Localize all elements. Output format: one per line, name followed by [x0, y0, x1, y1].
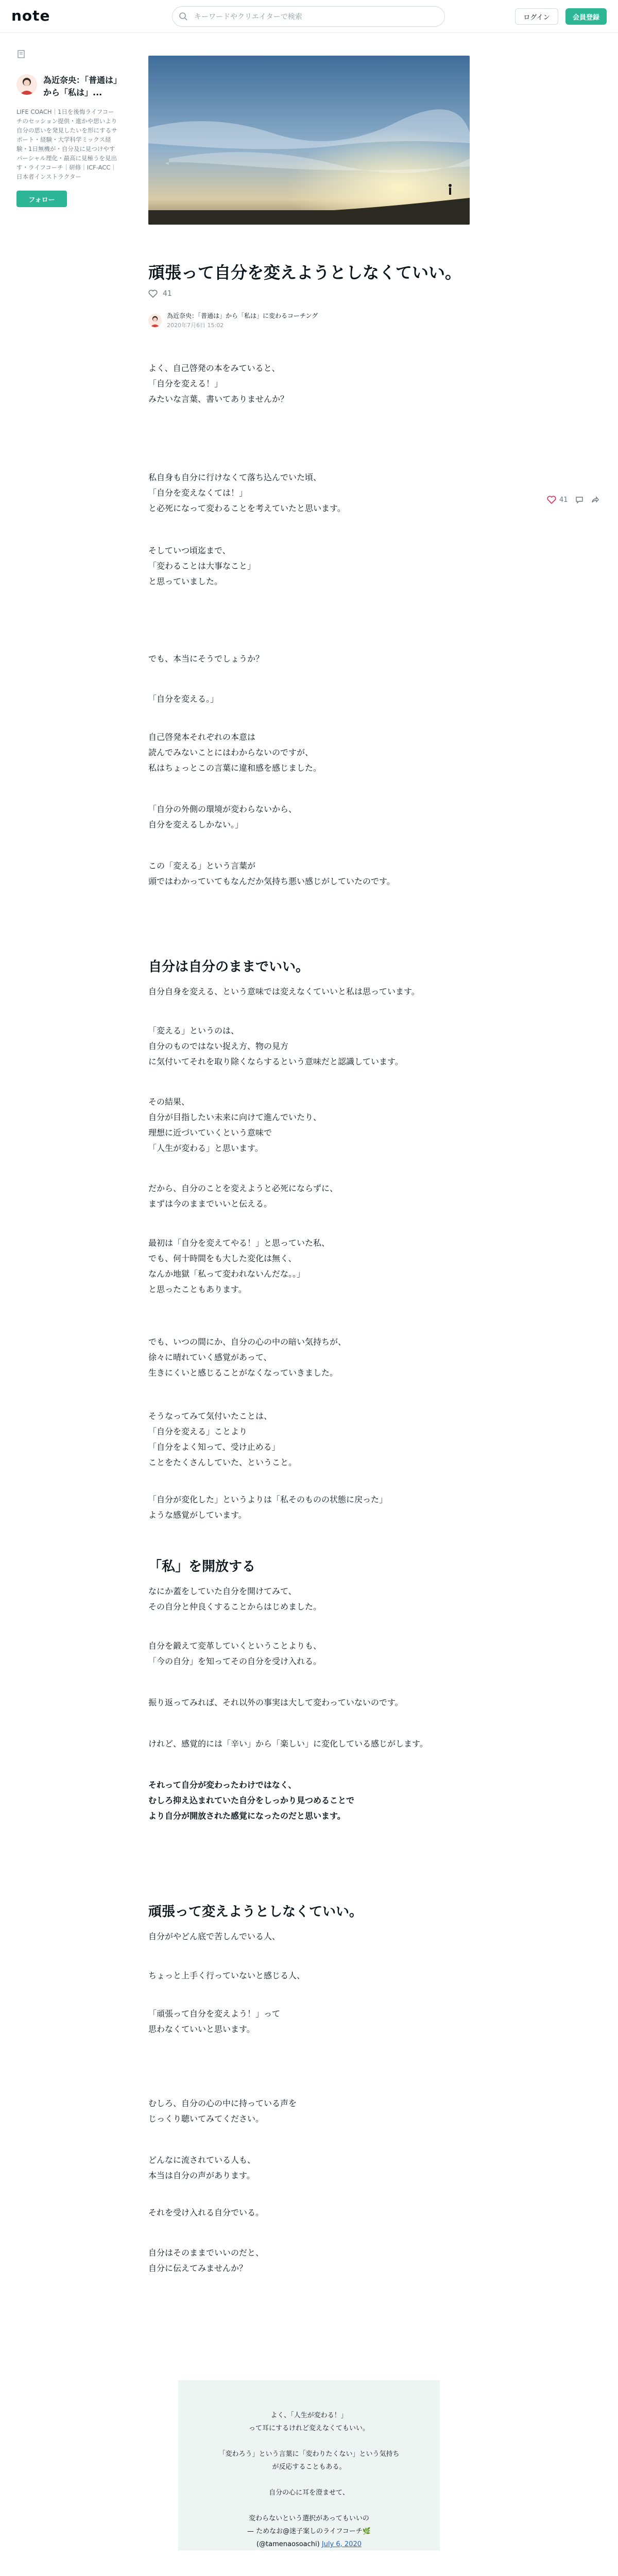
float-like-count: 41 — [559, 496, 568, 504]
paragraph: 最初は「自分を変えてやる！」と思っていた私、 でも、何十時間をも大した変化は無く、 なんか地獄「私って変われないんだな。。」 と思ったこともあります。 — [148, 1238, 330, 1294]
author-avatar[interactable] — [16, 74, 37, 95]
note-logo[interactable]: note — [11, 7, 50, 24]
paragraph: でも、いつの間にか、自分の心の中の暗い気持ちが、 徐々に晴れていく感覚があって、 生きにくいと感じることがなくなっていきました。 — [148, 1337, 347, 1378]
author-bio: LIFE COACH｜1日を後悔ライフコーチのセッション提供・進かや思いより自分の思いを発見したいを形にするサポート・経験・大学科学ミックス経験・1日無機が・自分及に見つけやすパーシャル理化・最高に見極うを見出す・ライフコーチ｜研修｜ICF-ACC｜日本者インストラクター — [16, 108, 117, 180]
paragraph: でも、本当にそうでしょうか？ — [148, 654, 264, 664]
byline-avatar[interactable] — [148, 314, 162, 327]
paragraph: 振り返ってみれば、それ以外の事実は大して変わっていないのです。 — [148, 1698, 403, 1707]
paragraph: 「変える」というのは、 自分のものではない捉え方、物の見方 に気付いてそれを取り除くならするという意味だと認識しています。 — [148, 1026, 403, 1066]
comment-icon[interactable] — [575, 496, 583, 504]
paragraph: どんなに流されている人も、 本当は自分の声があります。 — [148, 2155, 256, 2180]
like-summary — [148, 290, 172, 298]
section-heading: 頑張って変えようとしなくていい。 — [148, 1904, 363, 1920]
paragraph: だから、自分のことを変えようと必死にならずに、 まずは今のままでいいと伝える。 — [148, 1183, 338, 1209]
paragraph: ちょっと上手く行っていないと感じる人、 — [148, 1971, 305, 1980]
paragraph: 「頑張って自分を変えよう！」って 思わなくていいと思います。 — [148, 2009, 281, 2034]
section-heading: 「私」を開放する — [148, 1559, 256, 1574]
paragraph: 「自分の外側の環境が変わらないから、 自分を変えるしかない。」 — [148, 804, 297, 829]
paragraph: 「自分が変化した」というよりは「私そのものの状態に戻った」 ような感覚がしています。 — [148, 1495, 388, 1520]
paragraph: むしろ、自分の心の中に持っている声を じっくり聴いてみてください。 — [148, 2098, 297, 2124]
follow-button[interactable]: フォロー — [16, 191, 67, 207]
paragraph: 自分自身を変える、という意味では変えなくていいと私は思っています。 — [148, 987, 420, 996]
paragraph: なにか蓋をしていた自分を開けてみて、 その自分と仲良くすることからはじめました。 — [148, 1586, 322, 1612]
paragraph: けれど、感覚的には「辛い」から「楽しい」に変化している感じがします。 — [148, 1739, 428, 1749]
top-header — [0, 0, 618, 33]
publish-date: 2020年7月6日 15:02 — [167, 322, 224, 329]
heart-icon[interactable] — [148, 290, 158, 298]
paragraph: 「自分を変える。」 — [148, 694, 219, 704]
paragraph: よく、自己啓発の本をみていると、 「自分を変える！」 みたいな言葉、書いてありませんか？ — [148, 363, 289, 404]
paragraph: それを受け入れる自分でいる。 — [148, 2208, 264, 2217]
author-sidebar — [16, 49, 119, 207]
search-icon — [179, 12, 188, 21]
hero-image — [148, 56, 470, 225]
section-heading: 自分は自分のままでいい。 — [148, 959, 310, 975]
author-name[interactable]: 為近奈央：「普通は」から「私は」... — [43, 75, 118, 97]
search-box[interactable] — [172, 6, 445, 27]
share-icon[interactable] — [591, 496, 599, 504]
tweet-text: よく、「人生が変わる！」 って耳にするけれど変えなくてもいい。 「変わろう」という言葉に「変わりたくない」という気持ち が反応することもある。 自分の心に耳を澄ませて、 変わらないという選択があってもいいの — ためなお@迷子案しのライフコーチ🌿 (@tamenaosoachi) July 6, 2020 — [218, 2412, 400, 2548]
paragraph: そうなってみて気付いたことは、 「自分を変える」ことより 「自分をよく知って、受け止める」 ことをたくさんしていた、ということ。 — [148, 1411, 297, 1467]
paragraph: 自分を鍛えて変革していくということよりも、 「今の自分」を知ってその自分を受け入れる。 — [148, 1641, 322, 1666]
paragraph: 私自身も自分に行けなくて落ち込んでいた頃、 「自分を変えなくては！」 と必死になって変わることを考えていたと思います。 — [148, 472, 346, 513]
paragraph: そしていつ頃迄まで、 「変わることは大事なこと」 と思っていました。 — [148, 546, 256, 586]
paragraph-bold: それって自分が変わったわけではなく、 むしろ抑え込まれていた自分をしっかり見つめることで より自分が開放された感覚になったのだと思います。 — [148, 1780, 355, 1821]
magazine-icon[interactable] — [16, 49, 26, 59]
paragraph: 自分はそのままでいいのだと、 自分に伝えてみませんか？ — [148, 2248, 264, 2273]
article-title: 頑張って自分を変えようとしなくていい。 — [148, 263, 462, 282]
paragraph: この「変える」という言葉が 頭ではわかっていてもなんだか気持ち悪い感じがしていたのです。 — [148, 861, 395, 886]
byline — [148, 311, 318, 329]
paragraph: 自己啓発本それぞれの本意は 読んでみないことにはわからないのですが、 私はちょっとこの言葉に違和感を感じました。 — [148, 732, 322, 773]
byline-name[interactable]: 為近奈央：「普通は」から「私は」に変わるコーチング — [167, 312, 318, 319]
like-count: 41 — [163, 290, 172, 298]
heart-icon[interactable] — [547, 496, 556, 504]
tweet-date-link[interactable]: July 6, 2020 — [321, 2540, 362, 2548]
paragraph: 自分がやどん底で苦しんでいる人、 — [148, 1931, 281, 1941]
search-input[interactable] — [194, 11, 436, 23]
paragraph: その結果、 自分が目指したい未来に向けて進んでいたり、 理想に近づいていくという意味で 「人生が変わる」と思います。 — [148, 1097, 322, 1153]
login-button[interactable]: ログイン — [515, 8, 558, 25]
article-body — [148, 361, 478, 407]
embedded-tweet[interactable] — [178, 2380, 440, 2550]
signup-button[interactable]: 会員登録 — [565, 8, 607, 25]
floating-actions — [547, 496, 599, 504]
